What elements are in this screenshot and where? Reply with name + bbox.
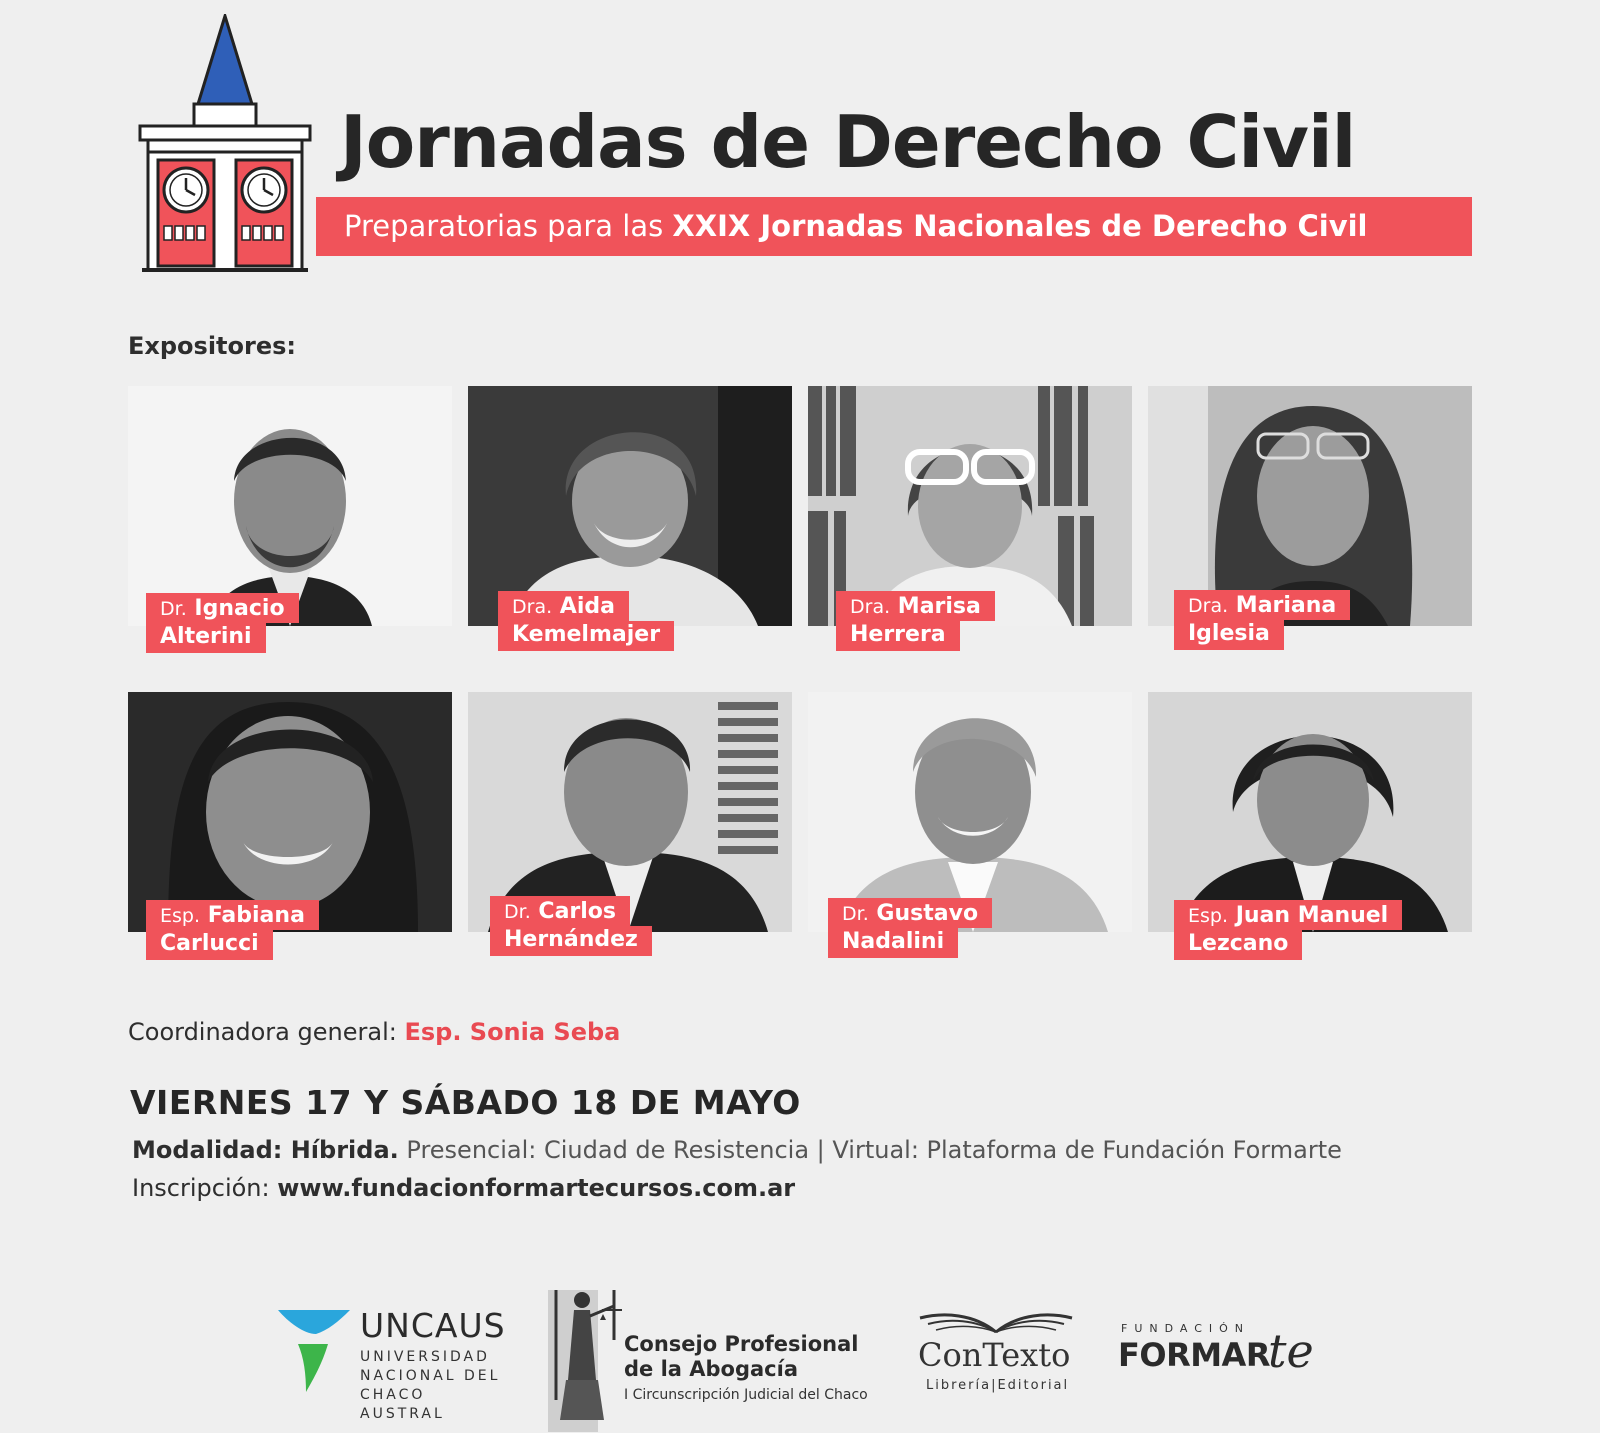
speaker-card bbox=[128, 386, 452, 649]
speaker-name-tag bbox=[1174, 590, 1350, 650]
speaker-title: Dr. bbox=[504, 901, 531, 923]
contexto-name: ConTexto bbox=[918, 1336, 1071, 1374]
speaker-last-name: Carlucci bbox=[146, 930, 273, 960]
formarte-foundation-label: FUNDACIÓN bbox=[1121, 1322, 1251, 1335]
speaker-last-name: Lezcano bbox=[1174, 930, 1302, 960]
registration-label: Inscripción: bbox=[132, 1174, 278, 1202]
formarte-logo bbox=[1118, 1320, 1338, 1390]
speaker-card bbox=[128, 692, 452, 956]
speaker-name-tag bbox=[498, 591, 674, 651]
modality-detail: Presencial: Ciudad de Resistencia | Virtual: Plataforma de Fundación Formarte bbox=[398, 1136, 1342, 1164]
speaker-name-tag bbox=[146, 900, 319, 960]
speaker-name-tag bbox=[836, 591, 995, 651]
speaker-title: Esp. bbox=[1188, 905, 1229, 927]
speaker-first-name: Aida bbox=[559, 594, 615, 619]
speaker-name-tag bbox=[828, 898, 992, 958]
speaker-title: Dra. bbox=[850, 596, 891, 618]
consejo-subtitle: I Circunscripción Judicial del Chaco bbox=[624, 1387, 868, 1403]
modality-label: Modalidad: Híbrida. bbox=[132, 1136, 399, 1164]
subtitle-banner bbox=[316, 197, 1472, 256]
speaker-first-name: Fabiana bbox=[207, 903, 305, 928]
speaker-card bbox=[1148, 692, 1472, 956]
formarte-script: te bbox=[1268, 1324, 1314, 1378]
subtitle-highlight: XXIX Jornadas Nacionales de Derecho Civil bbox=[672, 209, 1368, 243]
speaker-last-name: Nadalini bbox=[828, 928, 958, 958]
main-title: Jornadas de Derecho Civil bbox=[340, 100, 1356, 184]
speaker-last-name: Kemelmajer bbox=[498, 621, 674, 651]
consejo-logo bbox=[548, 1270, 878, 1432]
registration-line bbox=[132, 1174, 795, 1202]
speaker-photo bbox=[468, 386, 792, 626]
coordinator-name: Esp. Sonia Seba bbox=[404, 1018, 621, 1046]
consejo-name-line2: de la Abogacía bbox=[624, 1357, 798, 1381]
speaker-photo bbox=[1148, 692, 1472, 932]
speaker-card bbox=[468, 386, 792, 647]
speaker-last-name: Iglesia bbox=[1174, 620, 1284, 650]
speaker-last-name: Herrera bbox=[836, 621, 960, 651]
contexto-logo bbox=[914, 1306, 1084, 1398]
formarte-name: FORMAR bbox=[1118, 1336, 1270, 1374]
speaker-title: Dra. bbox=[1188, 595, 1229, 617]
speakers-label: Expositores: bbox=[128, 332, 297, 360]
uncaus-name: UNCAUS bbox=[360, 1306, 506, 1345]
uncaus-emblem-icon bbox=[276, 1308, 352, 1394]
speaker-photo bbox=[808, 386, 1132, 626]
justice-statue-icon bbox=[548, 1270, 622, 1432]
subtitle-text: Preparatorias para las bbox=[344, 209, 673, 243]
speaker-first-name: Carlos bbox=[538, 899, 617, 924]
registration-link[interactable]: www.fundacionformartecursos.com.ar bbox=[277, 1174, 796, 1202]
event-dates: VIERNES 17 Y SÁBADO 18 DE MAYO bbox=[130, 1083, 801, 1122]
speaker-first-name: Juan Manuel bbox=[1235, 903, 1389, 928]
speaker-name-tag bbox=[146, 593, 299, 653]
consejo-name-line1: Consejo Profesional bbox=[624, 1332, 859, 1356]
speaker-photo bbox=[128, 386, 452, 626]
contexto-subtitle: Librería|Editorial bbox=[926, 1378, 1070, 1393]
speaker-card bbox=[1148, 386, 1472, 646]
speaker-photo bbox=[128, 692, 452, 932]
speaker-first-name: Ignacio bbox=[194, 596, 285, 621]
speaker-first-name: Gustavo bbox=[876, 901, 979, 926]
speaker-name-tag bbox=[1174, 900, 1402, 960]
speaker-card bbox=[808, 692, 1132, 954]
speaker-title: Esp. bbox=[160, 905, 201, 927]
speaker-first-name: Marisa bbox=[897, 594, 981, 619]
coordinator-line bbox=[128, 1018, 620, 1046]
speaker-photo bbox=[808, 692, 1132, 932]
speaker-title: Dra. bbox=[512, 596, 553, 618]
coordinator-label: Coordinadora general: bbox=[128, 1018, 405, 1046]
speaker-card bbox=[808, 386, 1132, 647]
speaker-card bbox=[468, 692, 792, 952]
modality-line bbox=[132, 1136, 1342, 1164]
uncaus-subtitle: UNIVERSIDAD NACIONAL DEL CHACO AUSTRAL bbox=[360, 1349, 501, 1422]
speaker-name-tag bbox=[490, 896, 652, 956]
speaker-title: Dr. bbox=[160, 598, 187, 620]
speaker-last-name: Hernández bbox=[490, 926, 652, 956]
speaker-first-name: Mariana bbox=[1235, 593, 1337, 618]
uncaus-logo bbox=[276, 1306, 516, 1422]
open-book-icon bbox=[914, 1306, 1078, 1336]
speaker-title: Dr. bbox=[842, 903, 869, 925]
speaker-last-name: Alterini bbox=[146, 623, 266, 653]
clock-tower-icon bbox=[138, 14, 312, 276]
